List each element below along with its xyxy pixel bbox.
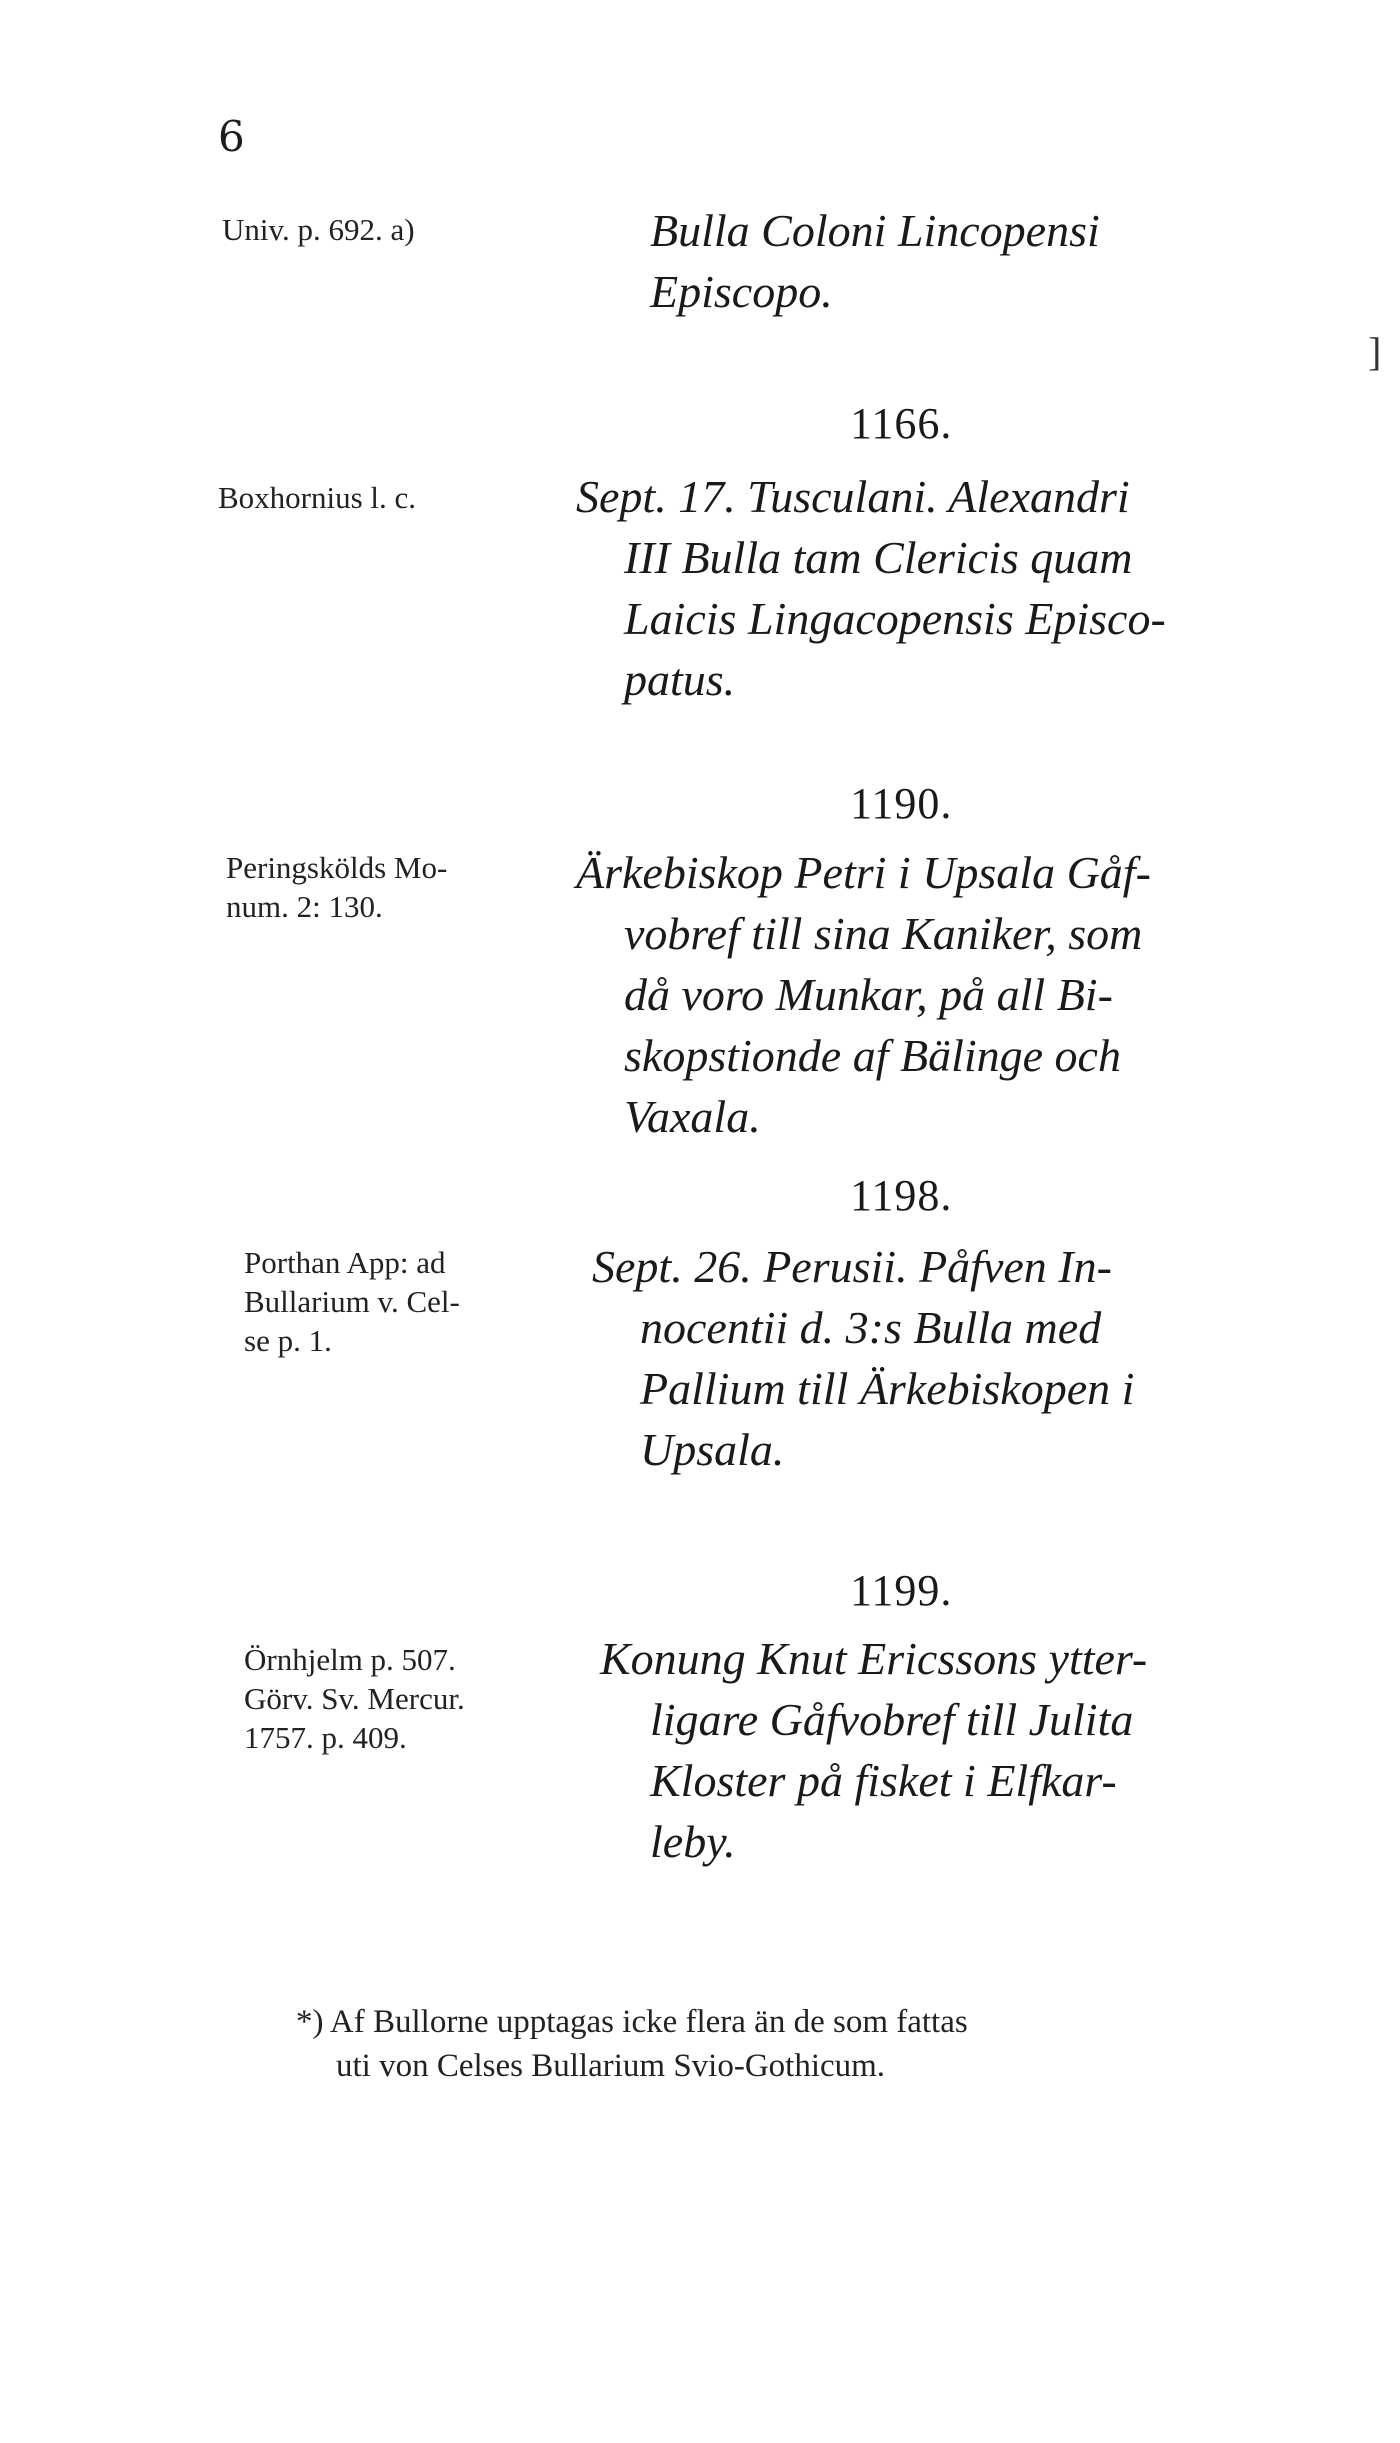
entry-text <box>600 1628 1147 1872</box>
margin-note <box>222 210 415 249</box>
margin-note <box>218 478 416 517</box>
entry-year: 1199. <box>850 1566 953 1615</box>
margin-note-line: 1757. p. 409. <box>244 1720 407 1755</box>
entry-text-line: Episcopo. <box>650 266 833 317</box>
entry-text-line: Bulla Coloni Lincopensi <box>650 205 1100 256</box>
footnote-line: uti von Celses Bullarium Svio-Gothicum. <box>336 2048 886 2084</box>
margin-note-line: Univ. p. 692. a) <box>222 212 415 247</box>
entry-year: 1198. <box>850 1171 953 1220</box>
entry-text-line: Pallium till Ärkebiskopen i <box>640 1363 1135 1414</box>
footnote <box>296 2000 968 2088</box>
entry-year: 1190. <box>850 779 953 828</box>
margin-note-line: Boxhornius l. c. <box>218 480 417 515</box>
entry-text-line: leby. <box>650 1816 736 1867</box>
entry-text-line: Sept. 17. Tusculani. Alexandri <box>576 471 1130 522</box>
margin-note <box>244 1640 465 1757</box>
margin-note-line: se p. 1. <box>244 1323 332 1358</box>
entry-text-line: III Bulla tam Clericis quam <box>624 532 1133 583</box>
margin-note-line: num. 2: 130. <box>226 889 383 924</box>
entry-text <box>650 200 1100 322</box>
edge-mark: ] <box>1368 329 1382 374</box>
margin-note <box>244 1243 460 1360</box>
entry-text-line: vobref till sina Kaniker, som <box>624 908 1143 959</box>
page-number: 6 <box>218 112 245 161</box>
entry-text-line: Upsala. <box>640 1424 785 1475</box>
entry-text-line: Kloster på fisket i Elfkar- <box>650 1755 1117 1806</box>
entry-text <box>576 842 1151 1147</box>
margin-note <box>226 848 447 926</box>
entry-text-line: då voro Munkar, på all Bi- <box>624 969 1113 1020</box>
margin-note-line: Bullarium v. Cel- <box>244 1284 460 1319</box>
entry-text-line: Konung Knut Ericssons ytter- <box>600 1633 1148 1684</box>
entry-text-line: Ärkebiskop Petri i Upsala Gåf- <box>576 847 1151 898</box>
entry-text-line: skopstionde af Bälinge och <box>624 1030 1121 1081</box>
footnote-line: *) Af Bullorne upptagas icke flera än de som fattas <box>296 2004 968 2040</box>
entry-text-line: patus. <box>624 654 736 705</box>
entry-text-line: nocentii d. 3:s Bulla med <box>640 1302 1102 1353</box>
margin-note-line: Peringskölds Mo- <box>226 850 448 885</box>
entry-text-line: Laicis Lingacopensis Episco- <box>624 593 1166 644</box>
entry-text-line: Vaxala. <box>624 1091 761 1142</box>
entry-text-line: Sept. 26. Perusii. Påfven In- <box>592 1241 1112 1292</box>
margin-note-line: Görv. Sv. Mercur. <box>244 1681 465 1716</box>
margin-note-line: Porthan App: ad <box>244 1245 446 1280</box>
entry-text-line: ligare Gåfvobref till Julita <box>650 1694 1134 1745</box>
margin-note-line: Örnhjelm p. 507. <box>244 1642 456 1677</box>
entry-text <box>576 466 1166 710</box>
entry-year: 1166. <box>850 399 953 448</box>
entry-text <box>592 1236 1134 1480</box>
